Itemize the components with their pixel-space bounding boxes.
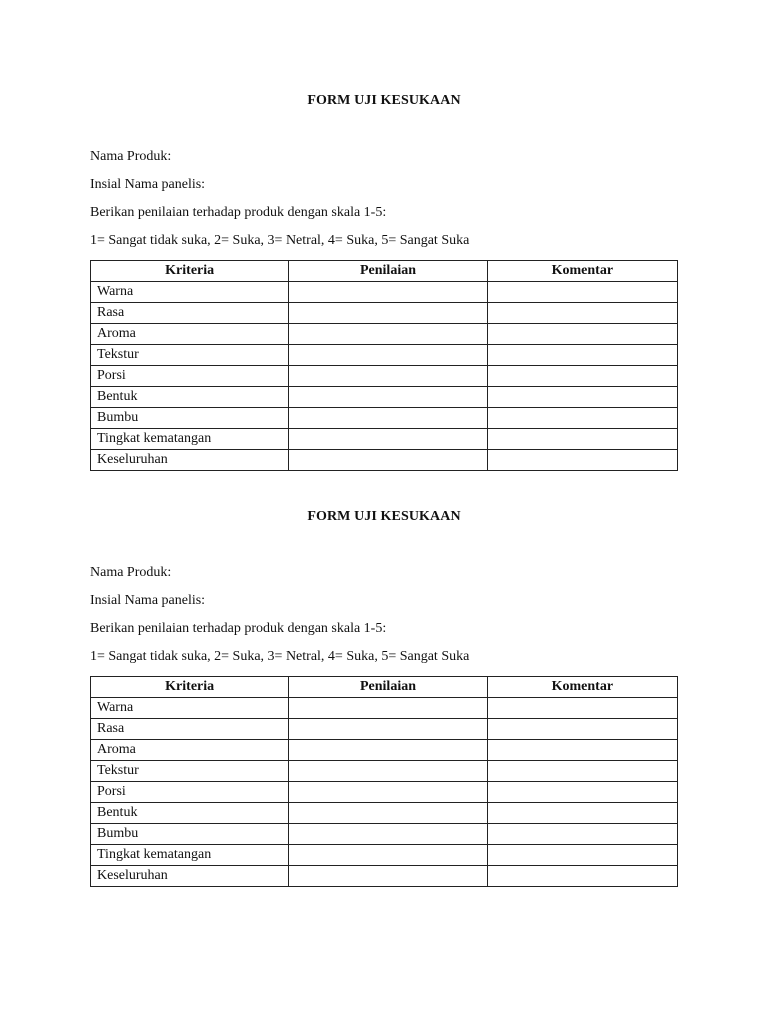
rating-cell[interactable] bbox=[289, 740, 487, 761]
product-name-label: Nama Produk: bbox=[90, 565, 172, 580]
table-row bbox=[91, 866, 678, 887]
header-comment: Komentar bbox=[487, 261, 677, 282]
comment-cell[interactable] bbox=[487, 866, 677, 887]
rating-cell[interactable] bbox=[289, 303, 487, 324]
rating-cell[interactable] bbox=[289, 324, 487, 345]
panelist-initial-label: Insial Nama panelis: bbox=[90, 593, 206, 608]
rating-cell[interactable] bbox=[289, 345, 487, 366]
rating-cell[interactable] bbox=[289, 408, 487, 429]
rating-cell[interactable] bbox=[289, 761, 487, 782]
rating-table bbox=[90, 260, 678, 471]
panelist-initial-label: Insial Nama panelis: bbox=[90, 177, 206, 192]
criteria-cell: Tekstur bbox=[91, 345, 289, 366]
table-row bbox=[91, 303, 678, 324]
form-title: FORM UJI KESUKAAN bbox=[307, 509, 461, 524]
rating-cell[interactable] bbox=[289, 845, 487, 866]
table-row bbox=[91, 782, 678, 803]
comment-cell[interactable] bbox=[487, 303, 677, 324]
header-rating: Penilaian bbox=[289, 261, 487, 282]
table-row bbox=[91, 740, 678, 761]
form-title: FORM UJI KESUKAAN bbox=[307, 93, 461, 108]
rating-cell[interactable] bbox=[289, 387, 487, 408]
comment-cell[interactable] bbox=[487, 719, 677, 740]
criteria-cell: Bentuk bbox=[91, 803, 289, 824]
table-row bbox=[91, 387, 678, 408]
criteria-cell: Aroma bbox=[91, 324, 289, 345]
criteria-cell: Bentuk bbox=[91, 387, 289, 408]
rating-cell[interactable] bbox=[289, 719, 487, 740]
comment-cell[interactable] bbox=[487, 803, 677, 824]
rating-table bbox=[90, 676, 678, 887]
table-row bbox=[91, 282, 678, 303]
table-header-row bbox=[91, 677, 678, 698]
criteria-cell: Tingkat kematangan bbox=[91, 845, 289, 866]
header-criteria: Kriteria bbox=[91, 677, 289, 698]
rating-cell[interactable] bbox=[289, 782, 487, 803]
comment-cell[interactable] bbox=[487, 345, 677, 366]
table-row bbox=[91, 824, 678, 845]
comment-cell[interactable] bbox=[487, 782, 677, 803]
rating-scale-legend: 1= Sangat tidak suka, 2= Suka, 3= Netral, 4= Suka, 5= Sangat Suka bbox=[90, 649, 470, 664]
comment-cell[interactable] bbox=[487, 450, 677, 471]
rating-instruction: Berikan penilaian terhadap produk dengan skala 1-5: bbox=[90, 205, 387, 220]
rating-cell[interactable] bbox=[289, 366, 487, 387]
criteria-cell: Warna bbox=[91, 282, 289, 303]
comment-cell[interactable] bbox=[487, 740, 677, 761]
table-header-row bbox=[91, 261, 678, 282]
table-row bbox=[91, 324, 678, 345]
comment-cell[interactable] bbox=[487, 429, 677, 450]
rating-instruction: Berikan penilaian terhadap produk dengan skala 1-5: bbox=[90, 621, 387, 636]
criteria-cell: Aroma bbox=[91, 740, 289, 761]
criteria-cell: Bumbu bbox=[91, 408, 289, 429]
criteria-cell: Porsi bbox=[91, 366, 289, 387]
comment-cell[interactable] bbox=[487, 324, 677, 345]
criteria-cell: Tingkat kematangan bbox=[91, 429, 289, 450]
criteria-cell: Rasa bbox=[91, 303, 289, 324]
table-row bbox=[91, 429, 678, 450]
criteria-cell: Rasa bbox=[91, 719, 289, 740]
header-criteria: Kriteria bbox=[91, 261, 289, 282]
rating-cell[interactable] bbox=[289, 803, 487, 824]
header-rating: Penilaian bbox=[289, 677, 487, 698]
table-row bbox=[91, 450, 678, 471]
product-name-label: Nama Produk: bbox=[90, 149, 172, 164]
comment-cell[interactable] bbox=[487, 366, 677, 387]
table-row bbox=[91, 345, 678, 366]
rating-scale-legend: 1= Sangat tidak suka, 2= Suka, 3= Netral, 4= Suka, 5= Sangat Suka bbox=[90, 233, 470, 248]
comment-cell[interactable] bbox=[487, 698, 677, 719]
rating-cell[interactable] bbox=[289, 698, 487, 719]
rating-cell[interactable] bbox=[289, 824, 487, 845]
comment-cell[interactable] bbox=[487, 282, 677, 303]
criteria-cell: Keseluruhan bbox=[91, 866, 289, 887]
header-comment: Komentar bbox=[487, 677, 677, 698]
criteria-cell: Bumbu bbox=[91, 824, 289, 845]
rating-cell[interactable] bbox=[289, 282, 487, 303]
comment-cell[interactable] bbox=[487, 408, 677, 429]
comment-cell[interactable] bbox=[487, 387, 677, 408]
criteria-cell: Warna bbox=[91, 698, 289, 719]
criteria-cell: Tekstur bbox=[91, 761, 289, 782]
rating-cell[interactable] bbox=[289, 429, 487, 450]
comment-cell[interactable] bbox=[487, 845, 677, 866]
table-row bbox=[91, 698, 678, 719]
criteria-cell: Keseluruhan bbox=[91, 450, 289, 471]
table-row bbox=[91, 366, 678, 387]
table-row bbox=[91, 845, 678, 866]
rating-cell[interactable] bbox=[289, 450, 487, 471]
table-row bbox=[91, 803, 678, 824]
criteria-cell: Porsi bbox=[91, 782, 289, 803]
table-row bbox=[91, 719, 678, 740]
table-row bbox=[91, 761, 678, 782]
comment-cell[interactable] bbox=[487, 761, 677, 782]
comment-cell[interactable] bbox=[487, 824, 677, 845]
table-row bbox=[91, 408, 678, 429]
rating-cell[interactable] bbox=[289, 866, 487, 887]
